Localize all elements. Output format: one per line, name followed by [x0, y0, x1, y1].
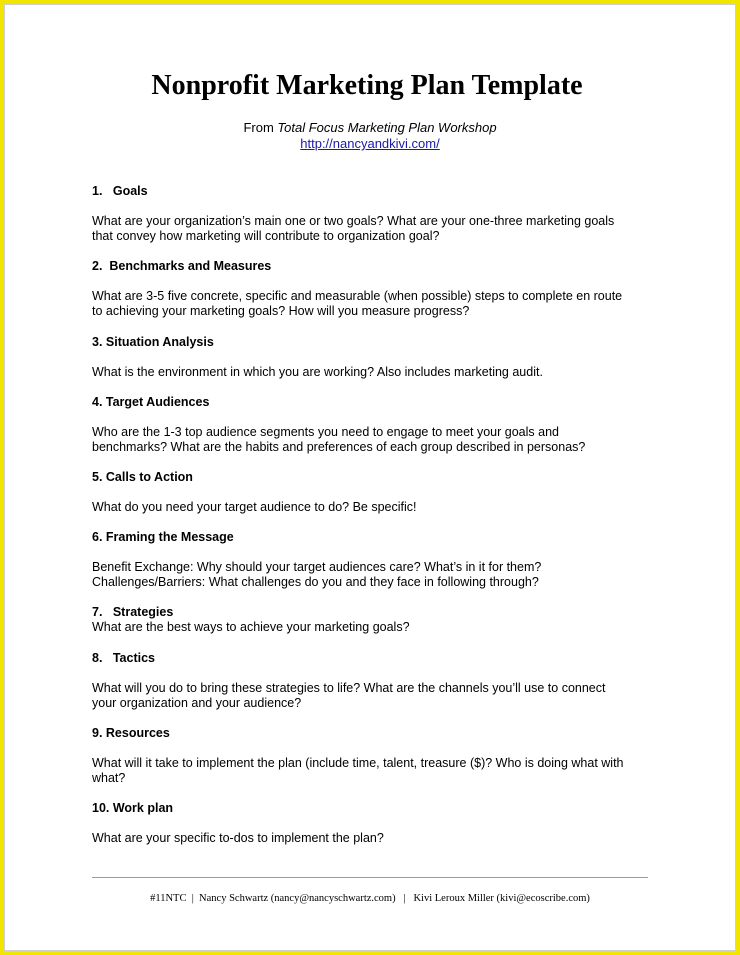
section-heading-strategies: 7. Strategies	[92, 605, 174, 619]
section-line: What are your specific to-dos to implement the plan?	[92, 831, 384, 845]
section-line: what?	[92, 771, 126, 785]
footer-credits: #11NTC | Nancy Schwartz (nancy@nancyschwartz.com) | Kivi Leroux Miller (kivi@ecoscribe.com)	[150, 893, 590, 904]
section-line: What are 3-5 five concrete, specific and measurable (when possible) steps to complete en route	[92, 289, 623, 303]
section-heading-goals: 1. Goals	[92, 184, 148, 198]
section-heading-work-plan: 10. Work plan	[92, 801, 174, 815]
section-body-work-plan	[92, 831, 662, 846]
section-line: your organization and your audience?	[92, 696, 302, 710]
section-line: What is the environment in which you are working? Also includes marketing audit.	[92, 365, 543, 379]
section-line: to achieving your marketing goals? How will you measure progress?	[92, 304, 470, 318]
section-line: that convey how marketing will contribute to organization goal?	[92, 229, 440, 243]
section-line: What do you need your target audience to do? Be specific!	[92, 500, 417, 514]
section-heading-framing-message: 6. Framing the Message	[92, 530, 234, 544]
document-title: Nonprofit Marketing Plan Template	[151, 70, 583, 101]
section-heading-resources: 9. Resources	[92, 726, 170, 740]
section-line: What will it take to implement the plan (include time, talent, treasure ($)? Who is doing what with	[92, 756, 624, 770]
section-line: Who are the 1-3 top audience segments you need to engage to meet your goals and	[92, 425, 559, 439]
section-line: benchmarks? What are the habits and preferences of each group described in personas?	[92, 440, 586, 454]
section-line: Benefit Exchange: Why should your target audiences care? What’s in it for them?	[92, 560, 542, 574]
section-line: Challenges/Barriers: What challenges do you and they face in following through?	[92, 575, 539, 589]
section-body-framing-message	[92, 560, 662, 590]
section-body-goals	[92, 214, 662, 244]
section-body-resources	[92, 756, 662, 786]
source-line	[0, 120, 740, 136]
section-body-benchmarks	[92, 289, 662, 319]
section-heading-target-audiences: 4. Target Audiences	[92, 395, 210, 409]
from-prefix: From	[243, 120, 278, 135]
source-url-link[interactable]: http://nancyandkivi.com/	[300, 136, 440, 151]
section-body-tactics	[92, 681, 662, 711]
section-body-strategies	[92, 620, 662, 635]
section-body-target-audiences	[92, 425, 662, 455]
section-line: What will you do to bring these strategies to life? What are the channels you’ll use to connect	[92, 681, 606, 695]
section-line: What are the best ways to achieve your marketing goals?	[92, 620, 410, 634]
section-body-calls-to-action	[92, 500, 662, 515]
section-heading-benchmarks: 2. Benchmarks and Measures	[92, 259, 272, 273]
section-body-situation-analysis	[92, 365, 662, 380]
footer-divider	[92, 877, 648, 878]
section-heading-tactics: 8. Tactics	[92, 651, 155, 665]
section-heading-calls-to-action: 5. Calls to Action	[92, 470, 193, 484]
source-url-line	[0, 136, 740, 152]
section-heading-situation-analysis: 3. Situation Analysis	[92, 335, 214, 349]
source-title: Total Focus Marketing Plan Workshop	[277, 120, 497, 135]
section-line: What are your organization’s main one or two goals? What are your one-three marketing goals	[92, 214, 615, 228]
